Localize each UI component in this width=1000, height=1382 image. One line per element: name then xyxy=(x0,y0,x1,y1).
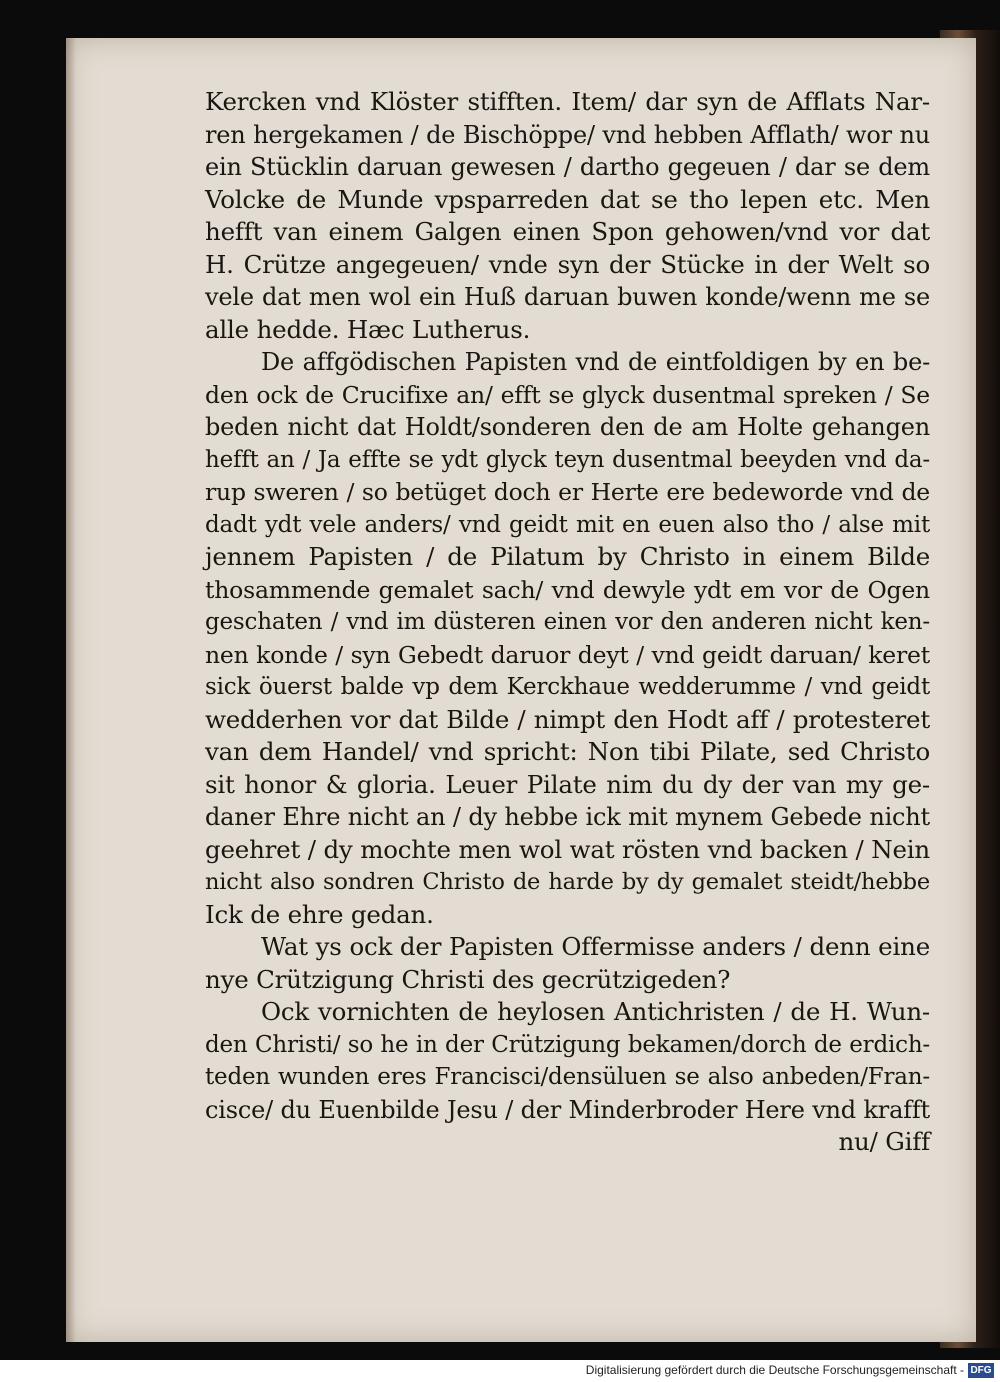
text-line: teden wunden eres Francisci/densüluen se also anbeden/Fran- xyxy=(205,1064,930,1090)
text-line: nen konde / syn Gebedt daruor deyt / vnd geidt daruan/ keret xyxy=(205,640,930,669)
text-line: nicht also sondren Christo de harde by dy gemalet steidt/hebbe xyxy=(205,869,930,895)
text-line: hefft an / Ja effte se ydt glyck teyn dusentmal beeyden vnd da- xyxy=(205,446,930,473)
text-line: De affgödischen Papisten vnd de eintfoldigen by en be- xyxy=(261,348,930,376)
text-line: ren hergekamen / de Bischöppe/ vnd hebben Afflath/ wor nu xyxy=(205,120,930,149)
text-line: H. Crütze angegeuen/ vnde syn der Stücke in der Welt so xyxy=(205,249,930,279)
footer-bar xyxy=(0,1360,1000,1382)
text-line: vele dat men wol ein Huß daruan buwen konde/wenn me se xyxy=(205,283,930,311)
text-line: alle hedde. Hæc Lutherus. xyxy=(205,314,531,344)
text-line: jennem Papisten / de Pilatum by Christo in einem Bilde xyxy=(205,542,930,571)
dfg-logo-icon: DFG xyxy=(968,1363,994,1378)
text-line: rup sweren / so betüget doch er Herte ere bedeworde vnd de xyxy=(205,478,930,506)
text-line: geehret / dy mochte men wol wat rösten vnd backen / Nein xyxy=(205,834,930,864)
page-text xyxy=(205,86,930,1159)
text-line: Wat ys ock der Papisten Offermisse anders / denn eine xyxy=(261,932,930,961)
text-line: cisce/ du Euenbilde Jesu / der Minderbroder Here vnd krafft xyxy=(205,1095,930,1124)
text-line: Kercken vnd Klöster stifften. Item/ dar syn de Afflats Nar- xyxy=(205,87,930,116)
catchword: nu/ Giff xyxy=(838,1127,930,1156)
text-line: den ock de Crucifixe an/ efft se glyck dusentmal spreken / Se xyxy=(205,380,930,409)
text-line: Ick de ehre gedan. xyxy=(205,899,434,929)
text-line: van dem Handel/ vnd spricht: Non tibi Pilate, sed Christo xyxy=(205,737,930,766)
page-gutter-shadow xyxy=(66,38,76,1342)
text-line: Volcke de Munde vpsparreden dat se tho lepen etc. Men xyxy=(205,184,930,214)
funding-credit: Digitalisierung gefördert durch die Deutsche Forschungsgemeinschaft - xyxy=(585,1363,964,1377)
text-line: beden nicht dat Holdt/sonderen den de am Holte gehangen xyxy=(205,413,930,441)
text-line: dadt ydt vele anders/ vnd geidt mit en euen also tho / alse mit xyxy=(205,511,930,538)
text-line: geschaten / vnd im düsteren einen vor den anderen nicht ken- xyxy=(205,609,930,635)
text-line: ein Stücklin daruan gewesen / dartho gegeuen / dar se dem xyxy=(205,153,930,181)
text-line: nye Crützigung Christi des gecrützigeden? xyxy=(205,964,731,994)
text-line: Ock vornichten de heylosen Antichristen / de H. Wun- xyxy=(261,997,930,1026)
text-line: thosammende gemalet sach/ vnd dewyle ydt em vor de Ogen xyxy=(205,575,930,604)
text-line: den Christi/ so he in der Crützigung bekamen/dorch de erdich- xyxy=(205,1031,930,1058)
text-line: sit honor & gloria. Leuer Pilate nim du dy der van my ge- xyxy=(205,769,930,799)
text-line: daner Ehre nicht an / dy hebbe ick mit mynem Gebede nicht xyxy=(205,803,930,831)
text-line: wedderhen vor dat Bilde / nimpt den Hodt aff / protesteret xyxy=(205,704,930,734)
text-line: hefft van einem Galgen einen Spon gehowen/vnd vor dat xyxy=(205,217,930,246)
text-line: sick öuerst balde vp dem Kerckhaue wedderumme / vnd geidt xyxy=(205,674,930,700)
